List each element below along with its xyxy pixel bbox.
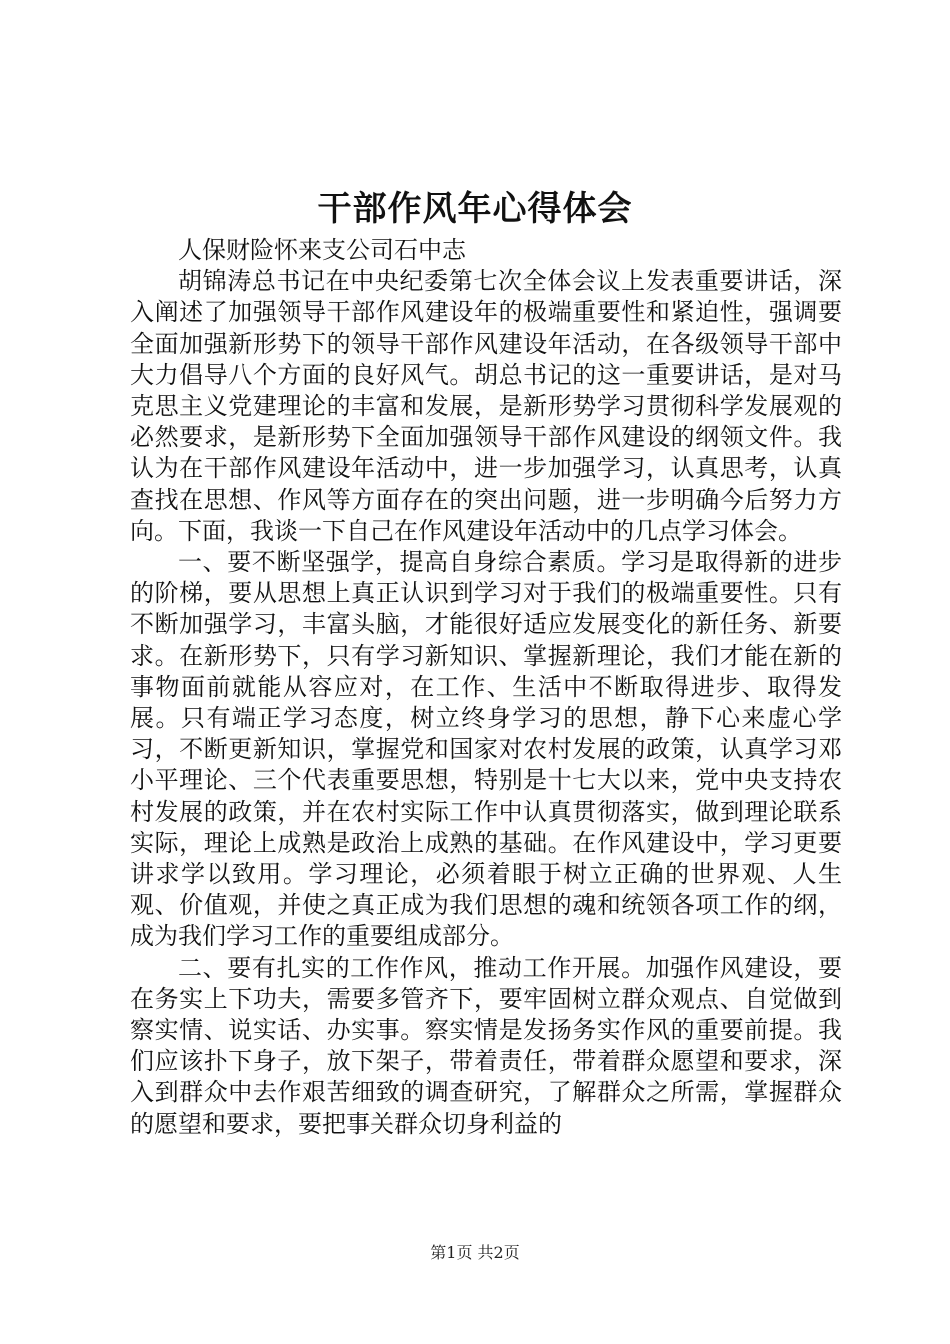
paragraph-section-2: 二、要有扎实的工作作风，推动工作开展。加强作风建设，要在务实上下功夫，需要多管齐下，要牢固树立群众观点、自觉做到察实情、说实话、办实事。察实情是发扬务实作风的重要前提。我们应该扑下身子，放下架子，带着责任，带着群众愿望和要求，深入到群众中去作艰苦细致的调查研究，了解群众之所需，掌握群众的愿望和要求，要把事关群众切身利益的 [130, 953, 842, 1138]
document-title: 干部作风年心得体会 [317, 189, 633, 229]
document-body [130, 235, 842, 1140]
paragraph-section-1: 一、要不断坚强学，提高自身综合素质。学习是取得新的进步的阶梯，要从思想上真正认识到学习对于我们的极端重要性。只有不断加强学习，丰富头脑，才能很好适应发展变化的新任务、新要求。在新形势下，只有学习新知识、掌握新理论，我们才能在新的事物面前就能从容应对，在工作、生活中不断取得进步、取得发展。只有端正学习态度，树立终身学习的思想，静下心来虚心学习，不断更新知识，掌握党和国家对农村发展的政策，认真学习邓小平理论、三个代表重要思想，特别是十七大以来，党中央支持农村发展的政策，并在农村实际工作中认真贯彻落实，做到理论联系实际，理论上成熟是政治上成熟的基础。在作风建设中，学习更要讲求学以致用。学习理论，必须着眼于树立正确的世界观、人生观、价值观，并使之真正成为我们思想的魂和统领各项工作的纲，成为我们学习工作的重要组成部分。 [130, 548, 842, 951]
author-line: 人保财险怀来支公司石中志 [178, 236, 466, 264]
page-footer: 第1页 共2页 [430, 1243, 520, 1262]
paragraph-intro: 胡锦涛总书记在中央纪委第七次全体会议上发表重要讲话，深入阐述了加强领导干部作风建设年的极端重要性和紧迫性，强调要全面加强新形势下的领导干部作风建设年活动，在各级领导干部中大力倡导八个方面的良好风气。胡总书记的这一重要讲话，是对马克思主义党建理论的丰富和发展，是新形势学习贯彻科学发展观的必然要求，是新形势下全面加强领导干部作风建设的纲领文件。我认为在干部作风建设年活动中，进一步加强学习，认真思考，认真查找在思想、作风等方面存在的突出问题，进一步明确今后努力方向。下面，我谈一下自己在作风建设年活动中的几点学习体会。 [130, 267, 842, 545]
